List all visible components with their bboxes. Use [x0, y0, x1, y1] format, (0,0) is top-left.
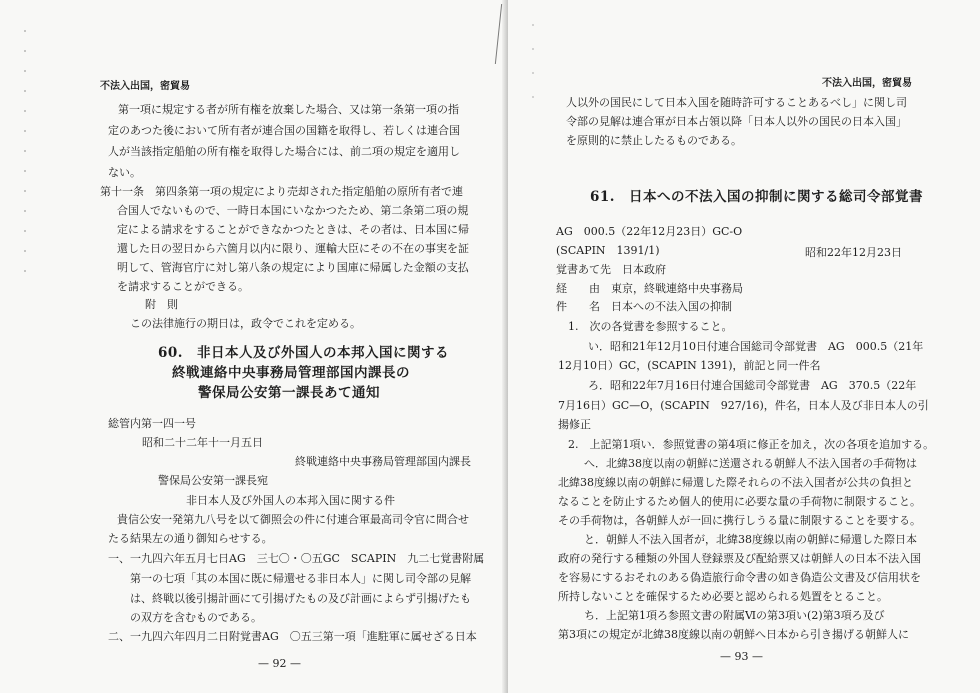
body-line: 第一の七項「其の本国に既に帰還せる非日本人」に関し司令部の見解: [130, 572, 471, 585]
body-line: 貴信公安一発第九八号を以て御照会の件に付連合軍最高司令官に問合せ: [117, 513, 469, 526]
body-line: 人以外の国民にして日本入国を随時許可することあるべし」に関し司: [566, 96, 907, 109]
body-line: を容易にするおそれのある偽造旅行命令書の如き偽造公文書及び信用状を: [558, 571, 921, 584]
body-line: い．昭和21年12月10日付連合国総司令部覚書 AG 000.5（21年: [588, 340, 924, 353]
body-line: 令部の見解は連合軍が日本占領以降「日本人以外の国民の日本入国」: [566, 115, 907, 128]
body-line: 1. 次の各覚書を参照すること。: [568, 320, 733, 333]
body-line: 定のあつた後において所有者が連合国の国籍を取得し、若しくは連合国: [108, 124, 460, 137]
body-line: 2. 上記第1項い．参照覚書の第4項に修正を加え，次の各項を追加する。: [568, 438, 935, 451]
body-line: と．朝鮮人不法入国者が，北緯38度線以南の朝鮮に帰還した際日本: [584, 533, 917, 546]
scapin-reference: (SCAPIN 1391/1): [556, 244, 660, 257]
article-line: を請求することができる。: [117, 280, 249, 293]
scan-artifact: [532, 24, 534, 114]
body-line: へ．北緯38度以南の朝鮮に送還される朝鮮人不法入国者の手荷物は: [584, 457, 917, 470]
body-line: 揚修正: [558, 418, 591, 431]
body-line: を原則的に禁止したるものである。: [566, 134, 742, 147]
body-line: なることを防止するため個人的使用に必要な量の手荷物に制限すること。: [558, 495, 921, 508]
addressee: 覚書あて先 日本政府: [556, 263, 666, 276]
body-line: 二、一九四六年四月二日附覚書AG 〇五三第一項「進駐軍に属せざる日本: [108, 630, 477, 643]
recipient: 警保局公安第一課長宛: [158, 474, 268, 487]
section-title: 61. 日本への不法入国の抑制に関する総司令部覚書: [590, 189, 923, 205]
body-line: 所持しないことを確保するため必要と認められる処置をとること。: [558, 590, 888, 603]
body-line: 政府の発行する種類の外国人登録票及び配給票又は朝鮮人の日本不法入国: [558, 552, 921, 565]
running-header: 不法入出国，密貿易: [100, 81, 190, 92]
subject: 非日本人及び外国人の本邦入国に関する件: [186, 494, 395, 507]
sender: 終戦連絡中央事務局管理部国内課長: [295, 455, 471, 468]
via: 経 由 東京，終戦連絡中央事務局: [556, 282, 743, 295]
supplement-heading: 附 則: [145, 298, 178, 311]
body-line: 第3項にの規定が北緯38度線以南の朝鮮へ日本から引き揚げる朝鮮人に: [558, 628, 909, 641]
article-line: 明して、管海官庁に対し第八条の規定により国庫に帰属した金額の支払: [117, 261, 469, 274]
article-line: 定による請求をすることができなかつたときは、その者は、日本国に帰: [117, 223, 469, 236]
article-line: 第十一条 第四条第一項の規定により売却された指定船舶の原所有者で連: [100, 185, 463, 198]
body-line: 7月16日）GC—O，(SCAPIN 927/16)，件名，日本人及び非日本人の引: [558, 399, 929, 412]
page-number: — 92 —: [258, 657, 301, 670]
body-line: 12月10日）GC，(SCAPIN 1391)，前記と同一件名: [558, 359, 821, 372]
reference-number: 総管内第一四一号: [108, 417, 196, 430]
body-line: ち．上記第1項ろ参照文書の附属Ⅵの第3項い(2)第3項ろ及び: [584, 609, 885, 622]
section-title: 60. 非日本人及び外国人の本邦入国に関する: [158, 345, 449, 361]
body-line: ない。: [108, 166, 141, 179]
ag-reference: AG 000.5（22年12月23日）GC-O: [556, 225, 743, 238]
body-line: 第一項に規定する者が所有権を放棄した場合、又は第一条第一項の指: [118, 103, 459, 116]
right-page: [508, 0, 980, 693]
article-line: 還した日の翌日から六箇月以内に限り、運輸大臣にその不在の事実を証: [117, 242, 469, 255]
section-title: 警保局公安第一課長あて通知: [198, 385, 380, 401]
body-line: は、終戦以後引揚計画にて引揚げたもの及び計画によらず引揚げたも: [130, 592, 471, 605]
document-date: 昭和22年12月23日: [805, 246, 902, 259]
page-number: — 93 —: [720, 650, 763, 663]
document-date: 昭和二十二年十一月五日: [142, 436, 263, 449]
body-line: ろ．昭和22年7月16日付連合国総司令部覚書 AG 370.5（22年: [588, 379, 917, 392]
body-line: の双方を含むものである。: [130, 611, 262, 624]
body-line: たる結果左の通り御知らせする。: [108, 532, 273, 545]
body-line: 人が当該指定船舶の所有権を取得した場合には、前二項の規定を適用し: [108, 145, 460, 158]
article-line: 合国人でないもので、一時日本国にいなかつたため、第二条第二項の規: [117, 204, 469, 217]
body-line: 一、一九四六年五月七日AG 三七〇・〇五GC SCAPIN 九二七覚書附属: [108, 552, 485, 565]
running-header: 不法入出国，密貿易: [822, 78, 912, 89]
supplement-text: この法律施行の期日は，政令でこれを定める。: [130, 317, 361, 330]
subject: 件 名 日本への不法入国の抑制: [556, 300, 732, 313]
body-line: 北緯38度線以南の朝鮮に帰還した際それらの不法入国者が公共の負担と: [558, 476, 913, 489]
scan-artifact: [24, 30, 26, 280]
body-line: その手荷物は，各朝鮮人が一回に携行しうる量に制限することを要する。: [558, 514, 921, 527]
section-title: 終戦連絡中央事務局管理部国内課長の: [172, 365, 410, 381]
